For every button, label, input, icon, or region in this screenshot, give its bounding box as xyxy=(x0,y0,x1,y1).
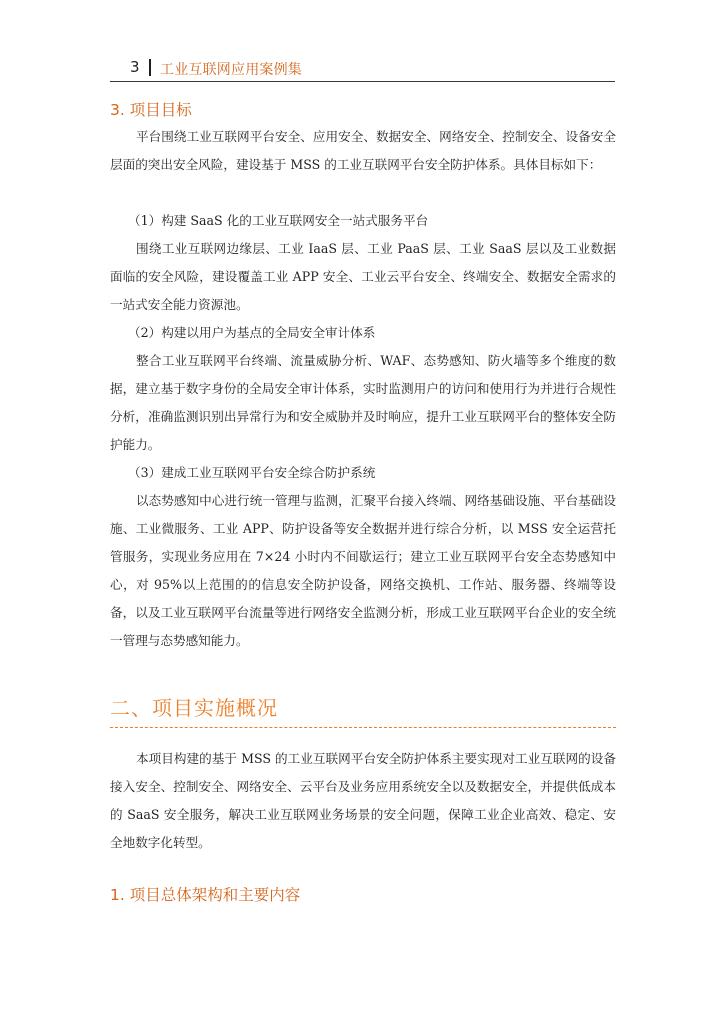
section-heading-architecture: 1. 项目总体架构和主要内容 xyxy=(110,886,301,904)
section-heading-goals: 3. 项目目标 xyxy=(110,101,192,119)
book-title: 工业互联网应用案例集 xyxy=(160,62,302,78)
chapter-heading-rule xyxy=(110,727,616,728)
goal-1-paragraph: 围绕工业互联网边缘层、工业 IaaS 层、工业 PaaS 层、工业 SaaS 层以及工业数据面临的安全风险，建设覆盖工业 APP 安全、工业云平台安全、终端安全、数据安全需求的一站式安全能力资源池。 xyxy=(110,241,616,312)
header-separator xyxy=(149,59,151,76)
goal-2-paragraph: 整合工业互联网平台终端、流量威胁分析、WAF、态势感知、防火墙等多个维度的数据，建立基于数字身份的全局安全审计体系，实时监测用户的访问和使用行为并进行合规性分析，准确监测识别出异常行为和安全威胁并及时响应，提升工业互联网平台的整体安全防护能力。 xyxy=(110,353,616,452)
goals-intro-paragraph: 平台围绕工业互联网平台安全、应用安全、数据安全、网络安全、控制安全、设备安全层面的突出安全风险，建设基于 MSS 的工业互联网平台安全防护体系。具体目标如下： xyxy=(110,129,616,172)
goal-2-title: （2）构建以用户为基点的全局安全审计体系 xyxy=(128,325,376,340)
goal-3-paragraph: 以态势感知中心进行统一管理与监测，汇聚平台接入终端、网络基础设施、平台基础设施、工业微服务、工业 APP、防护设备等安全数据并进行综合分析，以 MSS 安全运营托管服务，实现业务应用在 7×24 小时内不间歇运行；建立工业互联网平台安全态势感知中心，对 95%以上范围的的信息安全防护设备，网络交换机、工作站、服务器、终端等设备，以及工业互联网平台流量等进行网络安全监测分析，形成工业互联网平台企业的安全统一管理与态势感知能力。 xyxy=(110,493,616,648)
chapter-heading: 二、项目实施概况 xyxy=(110,696,278,720)
chapter-intro-paragraph: 本项目构建的基于 MSS 的工业互联网平台安全防护体系主要实现对工业互联网的设备接入安全、控制安全、网络安全、云平台及业务应用系统安全以及数据安全，并提供低成本的 SaaS 安全服务，解决工业互联网业务场景的安全问题，保障工业企业高效、稳定、安全地数字化转型。 xyxy=(110,751,616,850)
goal-1-title: （1）构建 SaaS 化的工业互联网安全一站式服务平台 xyxy=(128,213,429,228)
running-header xyxy=(110,55,615,82)
goal-3-title: （3）建成工业互联网平台安全综合防护系统 xyxy=(128,465,376,480)
page-number: 3 xyxy=(130,58,140,76)
